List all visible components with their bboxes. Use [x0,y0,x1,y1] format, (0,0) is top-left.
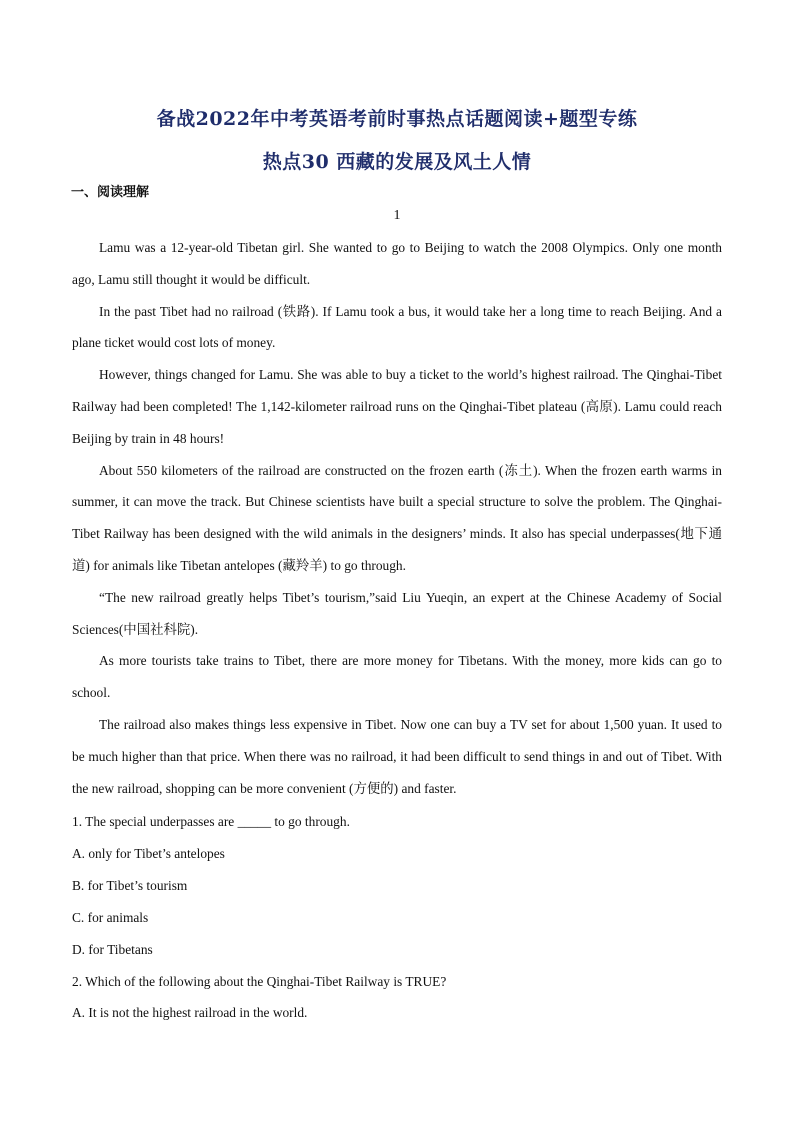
page-title: 备战2022年中考英语考前时事热点话题阅读+题型专练 [156,108,638,130]
passage-number: 1 [393,208,401,223]
question-option: A. only for Tibet’s antelopes [72,845,225,861]
passage-paragraph: In the past Tibet had no railroad (铁路). If Lamu took a bus, it would take her a long time to reach Beijing. And a plane ticket would cost lots of money. [72,303,722,351]
question-option: D. for Tibetans [72,941,153,957]
passage-paragraph: As more tourists take trains to Tibet, there are more money for Tibetans. With the money, more kids can go to school. [72,653,722,701]
questions [72,806,722,1029]
passage-paragraph: About 550 kilometers of the railroad are constructed on the frozen earth (冻土). When the frozen earth warms in summer, it can move the track. But Chinese scientists have built a special structure to solve the problem. The Qinghai-Tibet Railway has been designed with the wild animals in the designers’ minds. It also has special underpasses(地下通道) for animals like Tibetan antelopes (藏羚羊) to go through. [72,462,722,573]
question-stem-2: 2. Which of the following about the Qinghai-Tibet Railway is TRUE? [72,973,447,989]
question-option: A. It is not the highest railroad in the world. [72,1005,308,1021]
question-option: B. for Tibet’s tourism [72,877,188,893]
passage-paragraph: The railroad also makes things less expensive in Tibet. Now one can buy a TV set for about 1,500 yuan. It used to be much higher than that price. When there was no railroad, it had been difficult to send things in and out of Tibet. With the new railroad, shopping can be more convenient (方便的) and faster. [72,716,722,796]
passage-paragraph: Lamu was a 12-year-old Tibetan girl. She wanted to go to Beijing to watch the 2008 Olympics. Only one month ago, Lamu still thought it would be difficult. [72,240,722,287]
passage-body [72,232,722,804]
section-heading: 一、阅读理解 [71,185,150,200]
question-option: C. for animals [72,909,149,925]
passage-paragraph: “The new railroad greatly helps Tibet’s tourism,”said Liu Yueqin, an expert at the Chinese Academy of Social Sciences(中国社科院). [72,589,722,637]
page-subtitle: 热点30 西藏的发展及风土人情 [262,151,532,173]
passage-paragraph: However, things changed for Lamu. She was able to buy a ticket to the world’s highest railroad. The Qinghai-Tibet Railway had been completed! The 1,142-kilometer railroad runs on the Qinghai-Tibet plateau (高原). Lamu could reach Beijing by train in 48 hours! [72,367,722,446]
question-stem-1: 1. The special underpasses are _____ to go through. [72,814,350,829]
